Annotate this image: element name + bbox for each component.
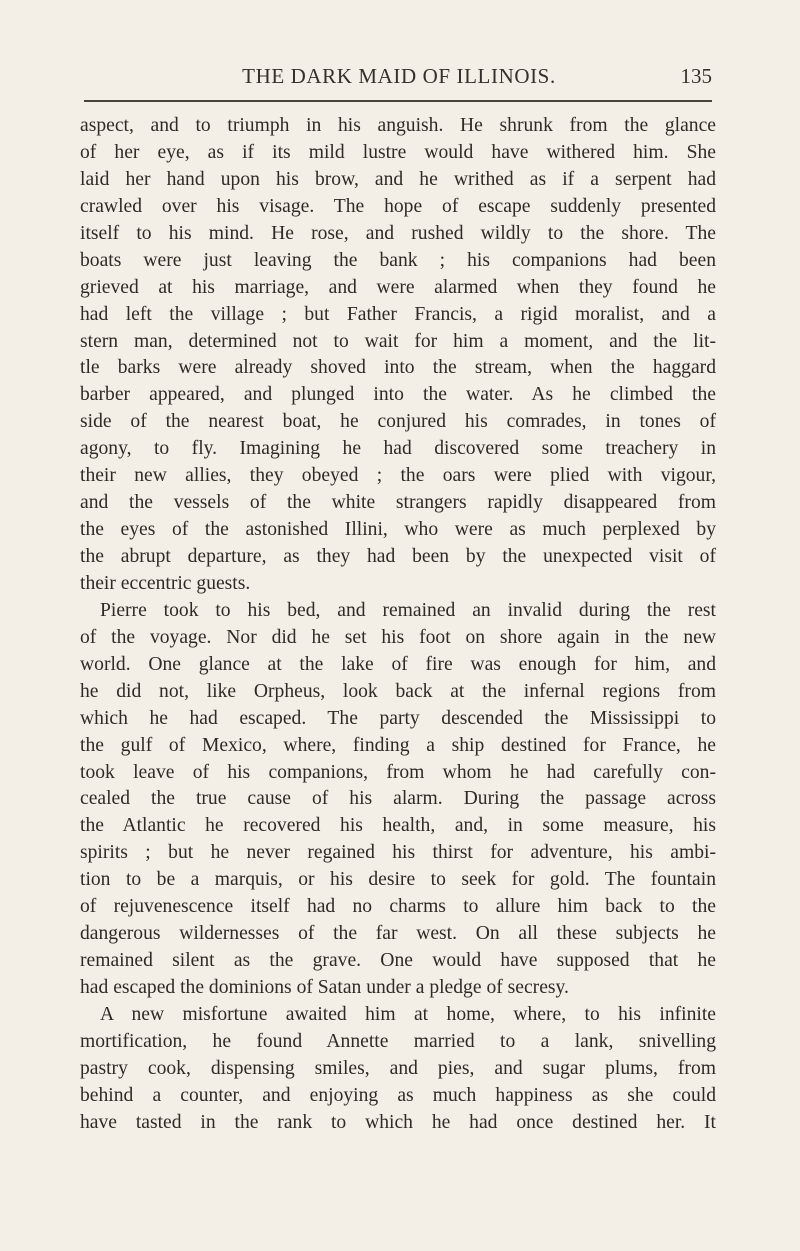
page-number: 135 bbox=[680, 64, 712, 88]
body-text bbox=[80, 113, 716, 1137]
text-line: behind a counter, and enjoying as much happiness as she could bbox=[80, 1084, 716, 1106]
text-line: dangerous wildernesses of the far west. On all these subjects he bbox=[80, 923, 716, 945]
text-line: of her eye, as if its mild lustre would have withered him. She bbox=[80, 141, 716, 163]
text-line: boats were just leaving the bank ; his companions had been bbox=[80, 249, 716, 271]
paragraph-end-line: their eccentric guests. bbox=[80, 572, 251, 594]
paragraph-start-line: A new misfortune awaited him at home, where, to his infinite bbox=[100, 1003, 716, 1025]
text-line: barber appeared, and plunged into the water. As he climbed the bbox=[80, 384, 716, 406]
text-line: took leave of his companions, from whom he had carefully con- bbox=[80, 761, 716, 783]
text-line: aspect, and to triumph in his anguish. He shrunk from the glance bbox=[80, 115, 716, 136]
text-line: and the vessels of the white strangers rapidly disappeared from bbox=[80, 492, 716, 514]
text-line: tion to be a marquis, or his desire to seek for gold. The fountain bbox=[80, 869, 716, 891]
text-line: crawled over his visage. The hope of escape suddenly presented bbox=[80, 195, 716, 217]
text-line: itself to his mind. He rose, and rushed wildly to the shore. The bbox=[80, 222, 716, 244]
text-line: the gulf of Mexico, where, finding a ship destined for France, he bbox=[80, 734, 716, 756]
paragraph-start-line: Pierre took to his bed, and remained an invalid during the rest bbox=[100, 599, 716, 621]
paragraph-end-line: had escaped the dominions of Satan under a pledge of secresy. bbox=[80, 977, 569, 998]
text-line: of the voyage. Nor did he set his foot on shore again in the new bbox=[80, 626, 716, 648]
header-rule bbox=[84, 100, 712, 102]
text-line: mortification, he found Annette married to a lank, snivelling bbox=[80, 1030, 716, 1052]
text-line: cealed the true cause of his alarm. During the passage across bbox=[80, 788, 716, 810]
text-line: pastry cook, dispensing smiles, and pies, and sugar plums, from bbox=[80, 1057, 716, 1079]
text-line: the Atlantic he recovered his health, and, in some measure, his bbox=[80, 815, 716, 837]
text-line: the eyes of the astonished Illini, who were as much perplexed by bbox=[80, 519, 716, 541]
text-line: the abrupt departure, as they had been by the unexpected visit of bbox=[80, 546, 716, 567]
running-title: THE DARK MAID OF ILLINOIS. bbox=[242, 64, 556, 88]
text-line: spirits ; but he never regained his thirst for adventure, his ambi- bbox=[80, 842, 716, 864]
text-line: tle barks were already shoved into the stream, when the haggard bbox=[80, 357, 716, 379]
text-line: agony, to fly. Imagining he had discovered some treachery in bbox=[80, 438, 716, 460]
text-line: stern man, determined not to wait for him a moment, and the lit- bbox=[80, 330, 716, 352]
text-line: grieved at his marriage, and were alarmed when they found he bbox=[80, 276, 716, 298]
text-line: side of the nearest boat, he conjured his comrades, in tones of bbox=[80, 411, 716, 433]
running-head bbox=[84, 64, 714, 94]
text-line: their new allies, they obeyed ; the oars were plied with vigour, bbox=[80, 465, 716, 487]
text-line: he did not, like Orpheus, look back at the infernal regions from bbox=[80, 680, 716, 702]
text-line: world. One glance at the lake of fire was enough for him, and bbox=[80, 653, 716, 675]
text-line: have tasted in the rank to which he had once destined her. It bbox=[80, 1111, 716, 1133]
text-line: which he had escaped. The party descended the Mississippi to bbox=[80, 707, 716, 729]
text-line: had left the village ; but Father Francis, a rigid moralist, and a bbox=[80, 303, 716, 325]
text-line: of rejuvenescence itself had no charms to allure him back to the bbox=[80, 896, 716, 918]
text-line: laid her hand upon his brow, and he writhed as if a serpent had bbox=[80, 168, 716, 190]
text-line: remained silent as the grave. One would have supposed that he bbox=[80, 950, 716, 972]
